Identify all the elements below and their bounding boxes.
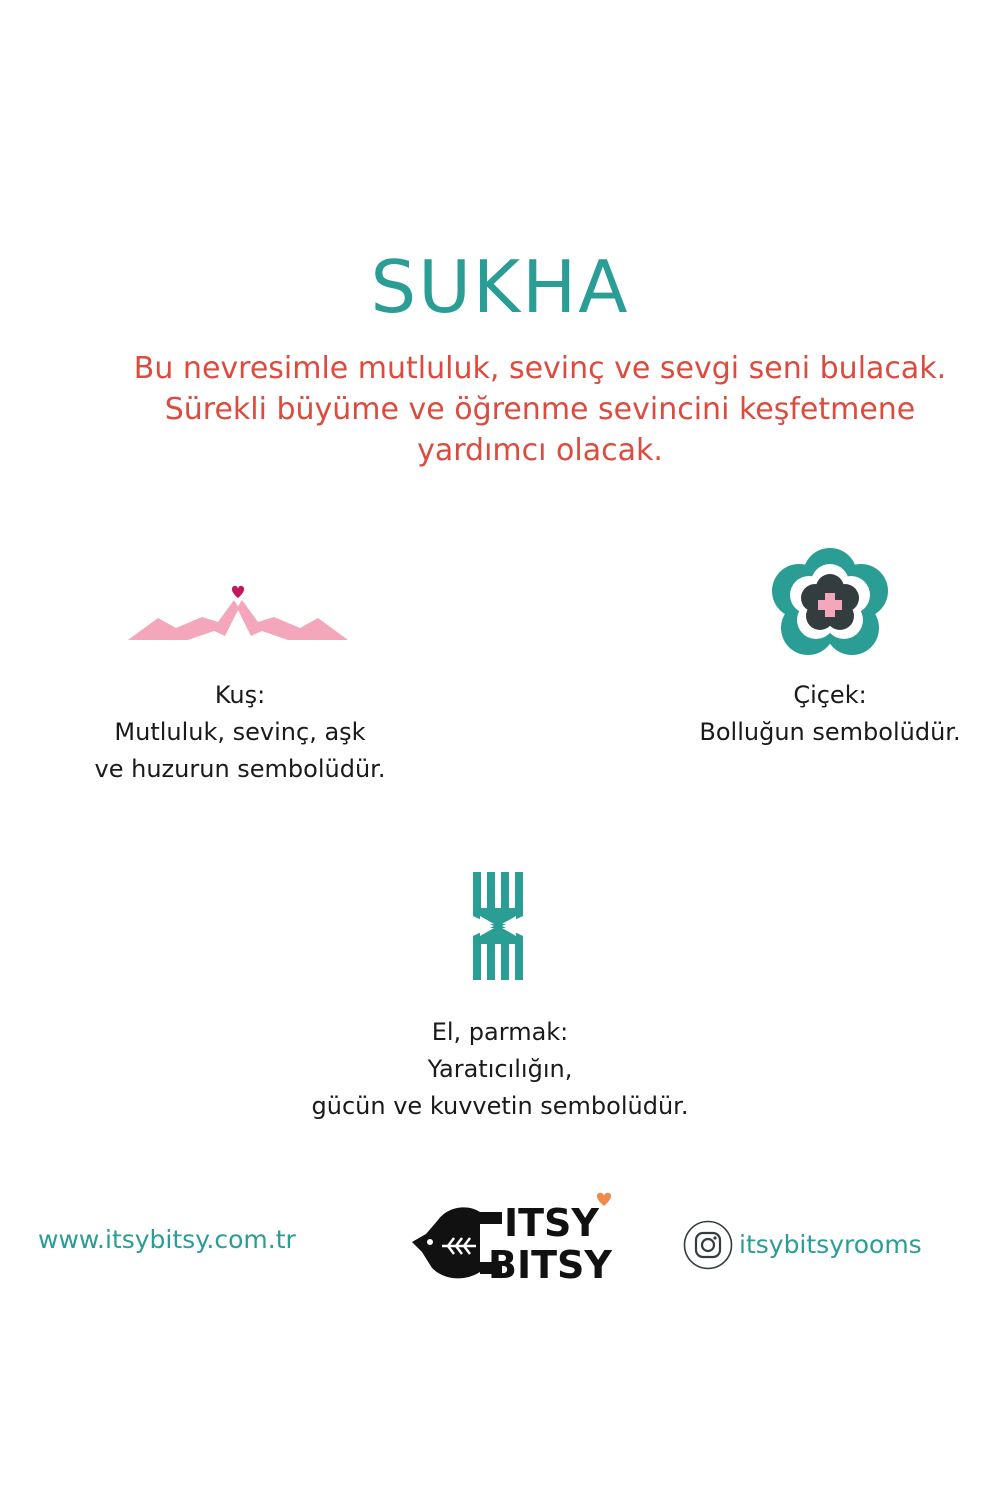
- flower-caption: [650, 677, 1000, 751]
- bird-title: Kuş:: [214, 681, 266, 709]
- hand-title: El, parmak:: [431, 1018, 569, 1046]
- intro-line: yardımcı olacak.: [417, 433, 663, 468]
- website-link[interactable]: www.itsybitsy.com.tr: [38, 1225, 296, 1254]
- flower-cross-icon: [772, 548, 888, 658]
- hand-finger-icon: [472, 872, 524, 980]
- intro-text: [60, 348, 1000, 471]
- page-title: SUKHA: [370, 245, 630, 329]
- logo-text-itsy: ITSY: [504, 1201, 599, 1245]
- flower-line: Bolluğun sembolüdür.: [699, 718, 961, 746]
- hand-caption: [250, 1014, 750, 1125]
- logo-text-bitsy: BITSY: [488, 1243, 612, 1286]
- bird-line: Mutluluk, sevinç, aşk: [114, 718, 366, 746]
- hand-line: Yaratıcılığın,: [427, 1055, 573, 1083]
- bird-line: ve huzurun sembolüdür.: [94, 755, 386, 783]
- flower-title: Çiçek:: [793, 681, 867, 709]
- itsy-bitsy-logo-icon[interactable]: [408, 1190, 616, 1286]
- instagram-icon: [683, 1220, 733, 1270]
- instagram-link[interactable]: [683, 1220, 922, 1270]
- intro-line: Sürekli büyüme ve öğrenme sevincini keşfetmene: [164, 392, 916, 427]
- bird-caption: [40, 677, 440, 788]
- intro-line: Bu nevresimle mutluluk, sevinç ve sevgi seni bulacak.: [133, 351, 947, 386]
- bird-heart-icon: [126, 584, 350, 646]
- instagram-handle[interactable]: itsybitsyrooms: [739, 1230, 922, 1259]
- hand-line: gücün ve kuvvetin sembolüdür.: [311, 1092, 689, 1120]
